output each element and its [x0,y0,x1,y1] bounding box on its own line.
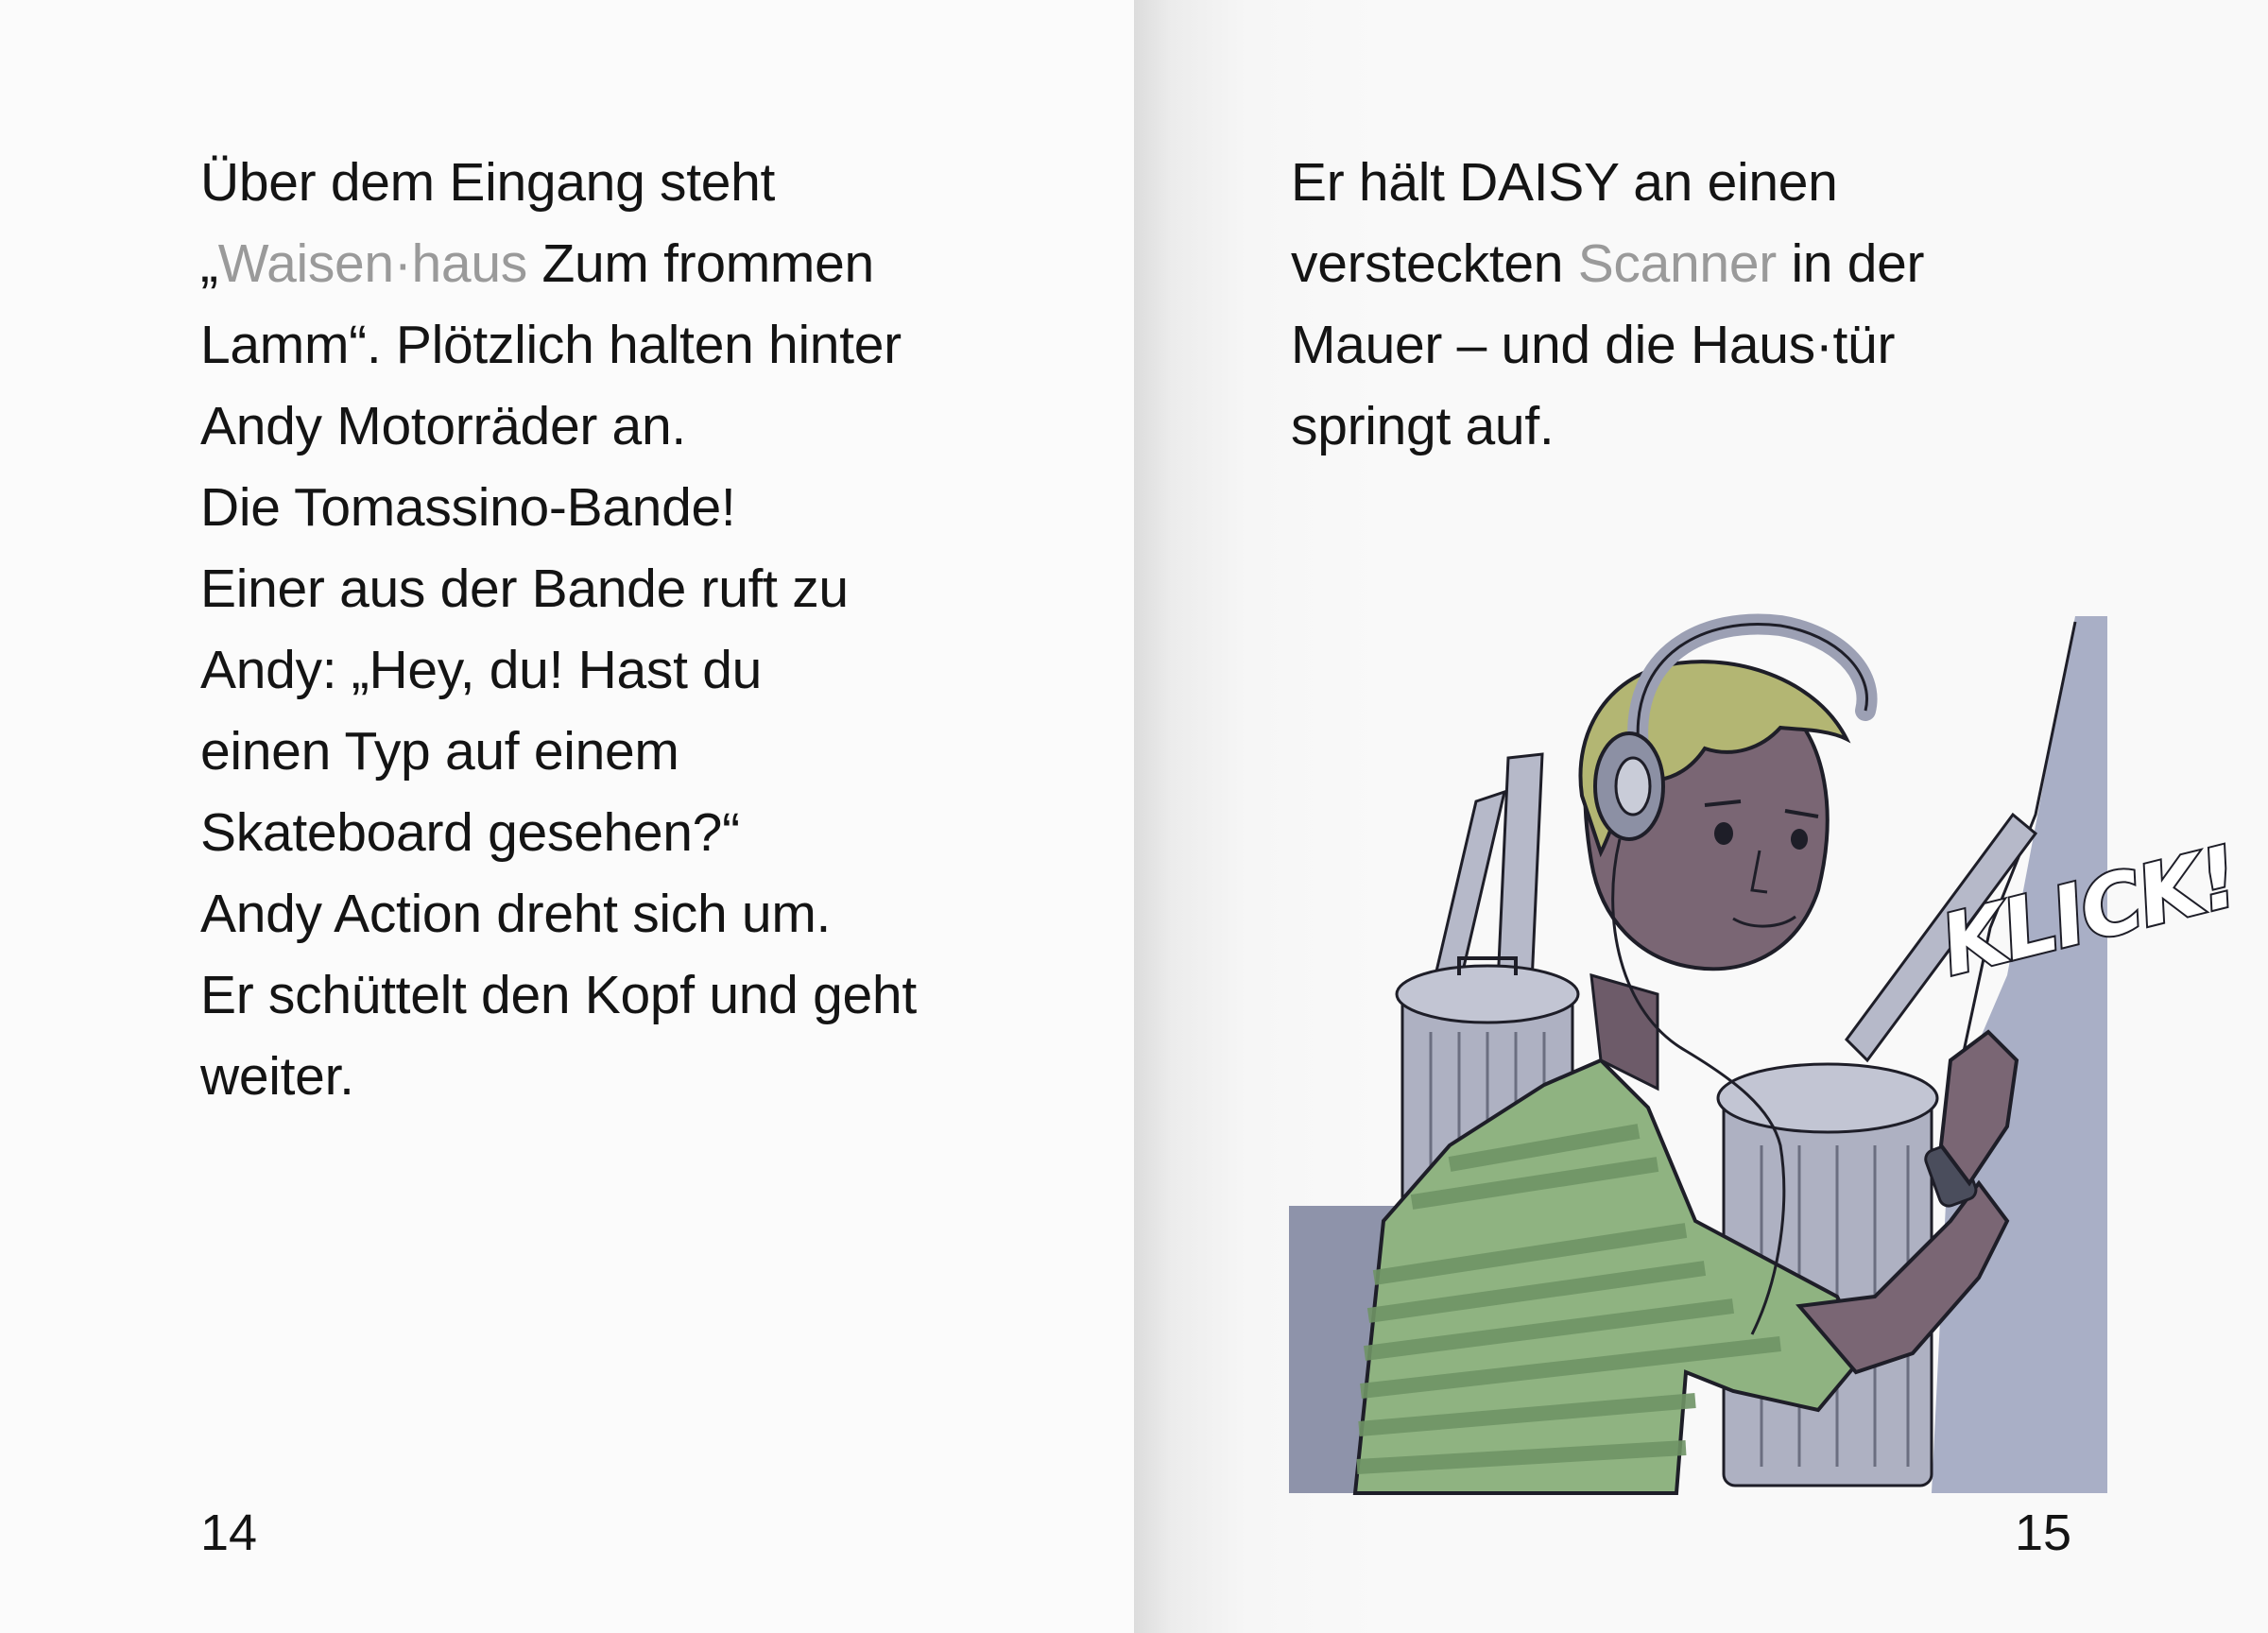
text-segment: Skateboard gesehen?“ [200,802,740,863]
text-segment: Andy Motorräder an. [200,396,686,456]
text-line [200,1036,1051,1117]
text-segment: Über dem Eingang steht [200,152,776,213]
text-segment: weiter. [200,1046,354,1107]
page-number-right: 15 [2015,1504,2072,1561]
andy-scanner-illustration [1289,616,2247,1493]
text-segment: Lamm“. Plötzlich halten hinter [200,315,902,375]
highlighted-word: Waisen·haus [217,233,527,294]
eye-right [1791,829,1808,850]
text-line [200,142,1051,223]
text-segment: Er schüttelt den Kopf und geht [200,965,917,1025]
text-line [200,954,1051,1036]
text-segment: Mauer – und die Haus·tür [1291,315,1896,375]
highlighted-word: Scanner [1577,233,1777,294]
text-line [200,548,1051,629]
text-segment: springt auf. [1291,396,1555,456]
text-segment: versteckten [1291,233,1578,294]
text-segment: Andy Action dreht sich um. [200,884,832,944]
left-page-text [200,142,1051,1117]
right-page-text [1291,142,2141,467]
text-line [1291,386,2141,467]
text-segment: Einer aus der Bande ruft zu [200,559,849,619]
text-segment: Zum frommen [526,233,874,294]
text-line [200,386,1051,467]
text-line [200,223,1051,304]
text-segment: in der [1776,233,1925,294]
trash-bin-left-lid [1397,966,1578,1023]
text-line [200,711,1051,792]
headphone-ear-cup-center [1616,758,1650,815]
text-segment: Die Tomassino-Bande! [200,477,736,538]
text-line [1291,142,2141,223]
eye-left [1714,822,1733,845]
text-segment: Andy: „Hey, du! Hast du [200,640,762,700]
text-segment: „ [200,233,218,294]
right-page [1134,0,2268,1633]
text-line [200,467,1051,548]
text-line [200,873,1051,954]
text-line [1291,304,2141,386]
text-segment: Er hält DAISY an einen [1291,152,1838,213]
klick-text: KLICK! [1932,827,2247,995]
text-line [200,792,1051,873]
text-line [1291,223,2141,304]
text-segment: einen Typ auf einem [200,721,679,782]
text-line [200,629,1051,711]
page-number-left: 14 [200,1504,258,1561]
text-line [200,304,1051,386]
